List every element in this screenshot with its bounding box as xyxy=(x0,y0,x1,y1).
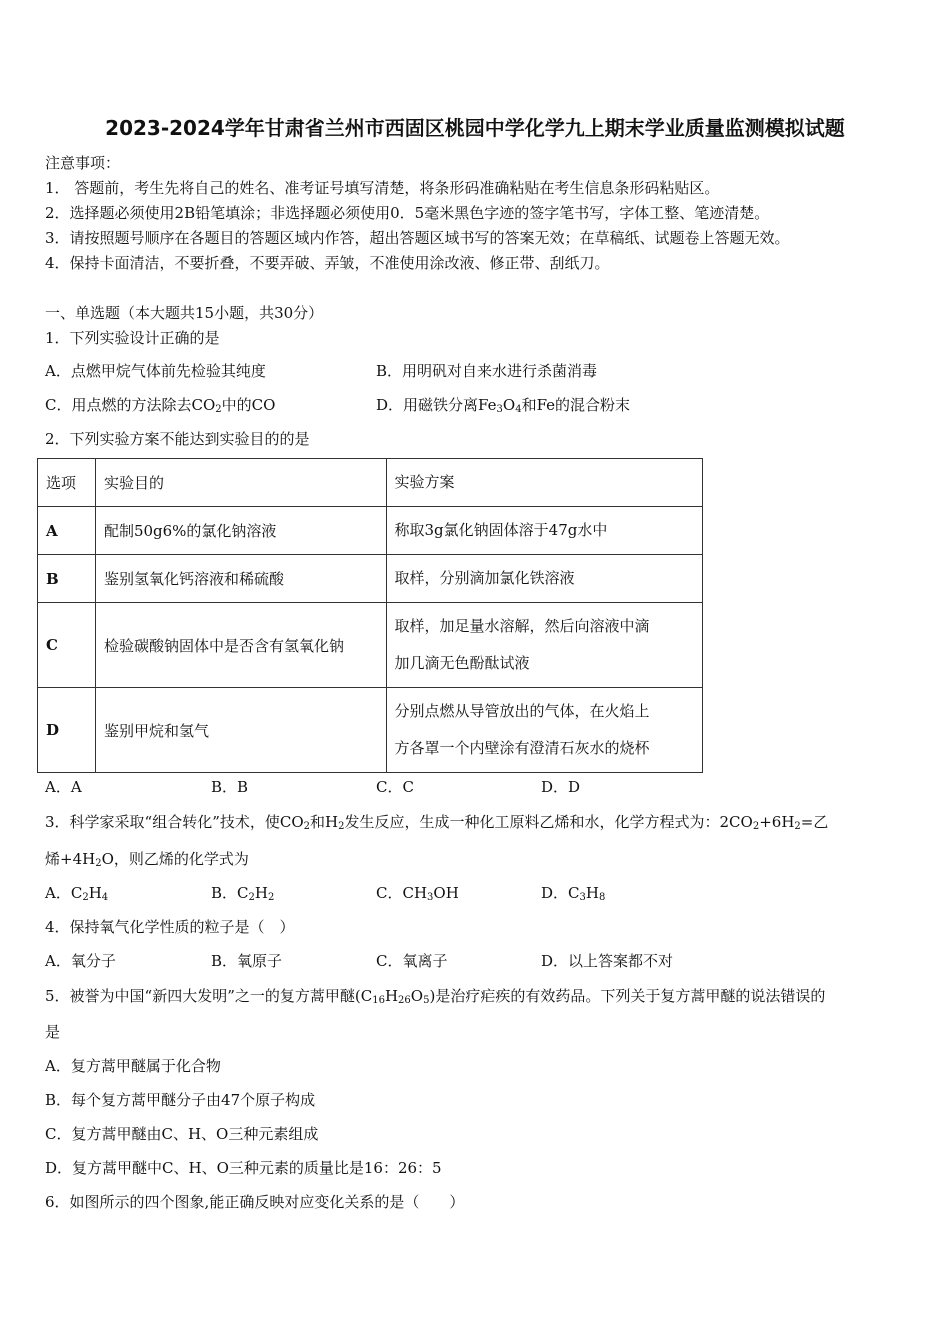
table-header-row xyxy=(38,459,703,507)
q4-option-c: C．氧离子 xyxy=(376,952,448,970)
table-header-cell: 选项 xyxy=(38,459,96,507)
q2-option-a: A．A xyxy=(45,778,82,796)
q5-option-a: A．复方蒿甲醚属于化合物 xyxy=(45,1057,221,1075)
q6-stem: 6．如图所示的四个图象,能正确反映对应变化关系的是（ ） xyxy=(45,1193,465,1211)
q1-option-d: D．用磁铁分离$Fe_3O_4$和Fe的混合粉末 xyxy=(376,396,631,415)
q2-stem: 2．下列实验方案不能达到实验目的的是 xyxy=(45,430,310,448)
notes-heading: 注意事项： xyxy=(45,154,121,172)
q3-option-a: A．$C_2H_4$ xyxy=(45,884,109,903)
q3-stem-line1: 3．科学家采取“组合转化”技术，使$CO_2$和$H_2$发生反应，生成一种化工原料乙烯和水，化学方程式为：$2CO_2+6H_2=$乙 xyxy=(45,813,829,832)
page-title: 2023-2024学年甘肃省兰州市西固区桃园中学化学九上期末学业质量监测模拟试题 xyxy=(105,116,845,140)
table-row xyxy=(38,555,703,603)
table-cell-goal: 配制50g6%的氯化钠溶液 xyxy=(95,507,386,555)
note-item: 3．请按照题号顺序在各题目的答题区域内作答，超出答题区域书写的答案无效；在草稿纸、试题卷上答题无效。 xyxy=(45,229,790,247)
table-cell-plan: 称取3g氯化钠固体溶于47g水中 xyxy=(386,507,703,555)
q5-option-b: B．每个复方蒿甲醚分子由47个原子构成 xyxy=(45,1091,316,1109)
note-item: 2．选择题必须使用2B铅笔填涂；非选择题必须使用0．5毫米黑色字迹的签字笔书写，字体工整、笔迹清楚。 xyxy=(45,204,770,222)
table-cell-option: A xyxy=(38,507,96,555)
q3-option-c: C．$CH_3OH$ xyxy=(376,884,459,903)
q3-stem-line2: 烯$+4H_2O$，则乙烯的化学式为 xyxy=(45,850,249,869)
q2-option-d: D．D xyxy=(541,778,581,796)
table-cell-option: C xyxy=(38,603,96,688)
q2-table xyxy=(37,458,703,773)
table-cell-goal: 鉴别甲烷和氢气 xyxy=(95,688,386,773)
table-row xyxy=(38,603,703,688)
q4-option-a: A．氧分子 xyxy=(45,952,116,970)
q3-option-b: B．$C_2H_2$ xyxy=(211,884,275,903)
table-cell-goal: 鉴别氢氧化钙溶液和稀硫酸 xyxy=(95,555,386,603)
table-cell-plan: 取样，加足量水溶解，然后向溶液中滴 加几滴无色酚酞试液 xyxy=(386,603,703,688)
q1-option-b: B．用明矾对自来水进行杀菌消毒 xyxy=(376,362,598,380)
q2-option-c: C．C xyxy=(376,778,414,796)
q3-option-d: D．$C_3H_8$ xyxy=(541,884,606,903)
table-header-cell: 实验方案 xyxy=(386,459,703,507)
q1-option-c: C．用点燃的方法除去$CO_2$中的CO xyxy=(45,396,276,415)
table-cell-option: B xyxy=(38,555,96,603)
q5-stem-line1: 5．被誉为中国“新四大发明”之一的复方蒿甲醚$(C_{16}H_{26}O_5)$是治疗疟疾的有效药品。下列关于复方蒿甲醚的说法错误的 xyxy=(45,987,826,1006)
section-heading: 一、单选题（本大题共15小题，共30分） xyxy=(45,304,324,322)
q4-option-b: B．氧原子 xyxy=(211,952,283,970)
q4-option-d: D．以上答案都不对 xyxy=(541,952,674,970)
table-cell-plan: 取样，分别滴加氯化铁溶液 xyxy=(386,555,703,603)
table-row xyxy=(38,507,703,555)
q2-option-b: B．B xyxy=(211,778,249,796)
table-row xyxy=(38,688,703,773)
table-cell-goal: 检验碳酸钠固体中是否含有氢氧化钠 xyxy=(95,603,386,688)
q1-option-a: A．点燃甲烷气体前先检验其纯度 xyxy=(45,362,266,380)
q5-option-c: C．复方蒿甲醚由C、H、O三种元素组成 xyxy=(45,1125,319,1143)
q5-stem-line2: 是 xyxy=(45,1023,61,1041)
table-cell-plan: 分别点燃从导管放出的气体，在火焰上 方各罩一个内壁涂有澄清石灰水的烧杯 xyxy=(386,688,703,773)
q5-option-d: D．复方蒿甲醚中C、H、O三种元素的质量比是16：26：5 xyxy=(45,1159,442,1177)
q1-stem: 1．下列实验设计正确的是 xyxy=(45,329,220,347)
table-cell-option: D xyxy=(38,688,96,773)
table-header-cell: 实验目的 xyxy=(95,459,386,507)
note-item: 4．保持卡面清洁，不要折叠，不要弄破、弄皱，不准使用涂改液、修正带、刮纸刀。 xyxy=(45,254,610,272)
note-item: 1． 答题前，考生先将自己的姓名、准考证号填写清楚，将条形码准确粘贴在考生信息条形码粘贴区。 xyxy=(45,179,720,197)
q4-stem: 4．保持氧气化学性质的粒子是（ ） xyxy=(45,918,295,936)
